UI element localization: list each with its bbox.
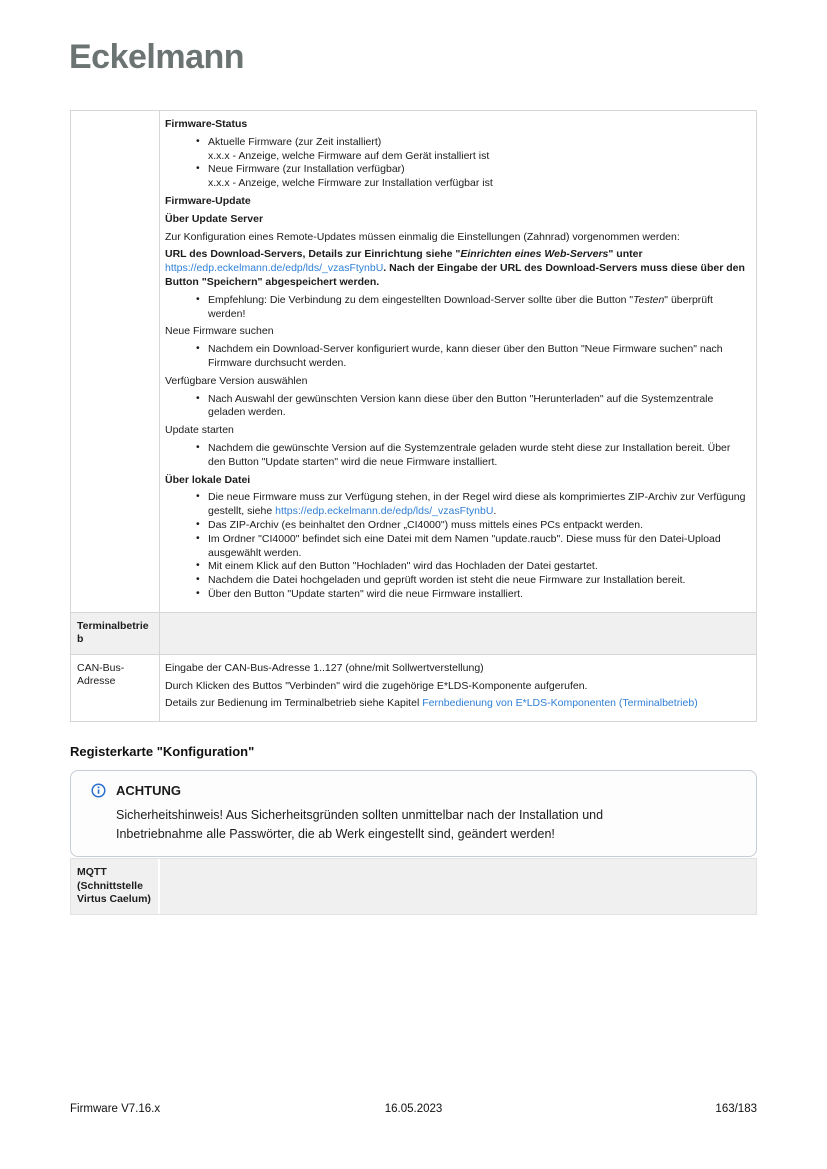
notice-body: Sicherheitshinweis! Aus Sicherheitsgründen sollten unmittelbar nach der Installation und Inbetriebnahme alle Passwörter, die ab Werk eingestellt sind, geändert werden! — [116, 808, 604, 841]
doc-text: Empfehlung: Die Verbindung zu dem eingestellten Download-Server sollte über die Button " — [208, 293, 634, 306]
doc-text: Nachdem die Datei hochgeladen und geprüft worden ist steht die neue Firmware zur Installation bereit. — [208, 574, 686, 587]
doc-text: " überprüft werden! — [208, 293, 713, 320]
doc-text: Verfügbare Version auswählen — [165, 374, 308, 387]
doc-bullet-item — [165, 491, 748, 519]
doc-paragraph — [165, 375, 748, 389]
doc-paragraph — [165, 662, 748, 676]
doc-link[interactable]: Fernbedienung von E*LDS-Komponenten (Terminalbetrieb) — [422, 697, 698, 710]
doc-text: Nach Auswahl der gewünschten Version kann diese über den Button "Herunterladen" auf die Systemzentrale geladen werden. — [208, 392, 714, 419]
warning-notice — [70, 770, 757, 857]
doc-link[interactable]: https://edp.eckelmann.de/edp/lds/_vzasFtynbU — [165, 262, 384, 275]
doc-text: Mit einem Klick auf den Button "Hochladen" wird das Hochladen der Datei gestartet. — [208, 560, 598, 573]
doc-bullet-item — [165, 294, 748, 322]
mqtt-table — [70, 858, 757, 915]
doc-text: x.x.x - Anzeige, welche Firmware zur Installation verfügbar ist — [208, 177, 493, 190]
doc-subheading — [165, 213, 748, 227]
doc-subheading — [165, 474, 748, 488]
doc-text: . — [493, 505, 497, 518]
table-row — [71, 613, 756, 655]
doc-text: Über lokale Datei — [165, 473, 251, 486]
doc-text: Nachdem ein Download-Server konfiguriert wurde, kann dieser über den Button "Neue Firmware suchen" nach Firmware durchsucht werden. — [208, 343, 723, 369]
doc-text: Das ZIP-Archiv (es beinhaltet den Ordner „CI4000") muss mittels eines PCs entpackt werden. — [208, 518, 643, 531]
doc-bullet-list — [165, 136, 748, 191]
doc-text: Über den Button "Update starten" wird die neue Firmware installiert. — [208, 587, 524, 600]
row-content-cell — [160, 111, 756, 612]
doc-text: Über Update Server — [165, 212, 264, 225]
doc-bullet-list — [165, 343, 748, 371]
doc-link[interactable]: https://edp.eckelmann.de/edp/lds/_vzasFtynbU — [275, 505, 494, 518]
doc-paragraph — [165, 697, 748, 711]
doc-paragraph — [165, 424, 748, 438]
doc-text: Zur Konfiguration eines Remote-Updates müssen einmalig die Einstellungen (Zahnrad) vorgenommen werden: — [165, 230, 680, 243]
table-row — [71, 111, 756, 613]
doc-text: Eingabe der CAN-Bus-Adresse 1..127 (ohne/mit Sollwertverstellung) — [165, 661, 484, 674]
doc-text: Firmware-Update — [165, 194, 251, 207]
doc-bullet-item — [165, 442, 748, 470]
doc-text: Die neue Firmware muss zur Verfügung stehen, in der Regel wird diese als komprimiertes ZIP-Archiv zur Verfügung gestellt, siehe — [208, 491, 746, 518]
row-label-cell: MQTT (Schnittstelle Virtus Caelum) — [71, 859, 160, 914]
doc-bullet-item — [165, 343, 748, 371]
doc-paragraph — [165, 680, 748, 694]
doc-paragraph — [165, 325, 748, 339]
page-footer — [70, 1103, 757, 1115]
footer-page-number: 163/183 — [715, 1103, 757, 1115]
row-label-cell — [71, 111, 160, 612]
doc-text: URL des Download-Servers, Details zur Einrichtung siehe " — [165, 248, 461, 261]
section-heading: Registerkarte "Konfiguration" — [70, 744, 255, 759]
doc-bullet-list — [165, 393, 748, 421]
table-row — [71, 655, 756, 721]
notice-title: ACHTUNG — [116, 783, 181, 798]
doc-bullet-list — [165, 442, 748, 470]
doc-bullet-item — [165, 533, 748, 561]
doc-bullet-item — [165, 136, 748, 164]
doc-bullet-item — [165, 163, 748, 191]
doc-bullet-item — [165, 519, 748, 533]
doc-text: . Nach der Eingabe der URL des Download-Servers muss diese über den Button "Speichern" abgespeichert werden. — [165, 262, 745, 288]
doc-text: Testen — [633, 293, 665, 306]
row-content-cell — [160, 613, 756, 654]
doc-paragraph — [165, 231, 748, 245]
footer-version: Firmware V7.16.x — [70, 1103, 161, 1115]
doc-text: Durch Klicken des Buttos "Verbinden" wird die zugehörige E*LDS-Komponente aufgerufen. — [165, 679, 588, 692]
notice-header — [91, 783, 736, 798]
doc-subheading — [165, 118, 748, 132]
doc-text: Firmware-Status — [165, 118, 248, 130]
doc-subheading — [165, 195, 748, 209]
doc-text: Nachdem die gewünschte Version auf die Systemzentrale geladen wurde steht diese zur Installation bereit. Über den Button "Update starten" wird die neue Firmware installiert. — [208, 441, 731, 468]
doc-text: Im Ordner "CI4000" befindet sich eine Datei mit dem Namen "update.raucb". Diese muss für den Datei-Upload ausgewählt werden. — [208, 532, 721, 559]
doc-bullet-item — [165, 588, 748, 602]
doc-text: Update starten — [165, 424, 234, 437]
doc-text: Aktuelle Firmware (zur Zeit installiert) — [208, 135, 382, 148]
doc-bullet-item — [165, 560, 748, 574]
row-content-cell — [160, 859, 756, 914]
doc-bullet-item — [165, 574, 748, 588]
doc-paragraph — [165, 248, 748, 289]
firmware-table — [70, 110, 757, 722]
row-content-cell — [160, 655, 756, 721]
row-label-cell: Terminalbetrieb — [71, 613, 160, 654]
row-label-cell: CAN-Bus-Adresse — [71, 655, 160, 721]
doc-text: Details zur Bedienung im Terminalbetrieb siehe Kapitel — [165, 697, 423, 710]
doc-bullet-list — [165, 491, 748, 601]
doc-text: " unter — [608, 248, 643, 261]
doc-text: Neue Firmware suchen — [165, 325, 274, 338]
doc-text: Neue Firmware (zur Installation verfügbar) — [208, 163, 405, 176]
doc-bullet-item — [165, 393, 748, 421]
brand-logo: Eckelmann — [69, 38, 245, 76]
info-icon — [91, 783, 106, 798]
doc-text: Einrichten eines Web-Servers — [460, 248, 609, 261]
doc-text: x.x.x - Anzeige, welche Firmware auf dem Gerät installiert ist — [208, 149, 490, 162]
footer-date: 16.05.2023 — [384, 1103, 443, 1115]
table-row — [71, 859, 756, 914]
doc-bullet-list — [165, 294, 748, 322]
